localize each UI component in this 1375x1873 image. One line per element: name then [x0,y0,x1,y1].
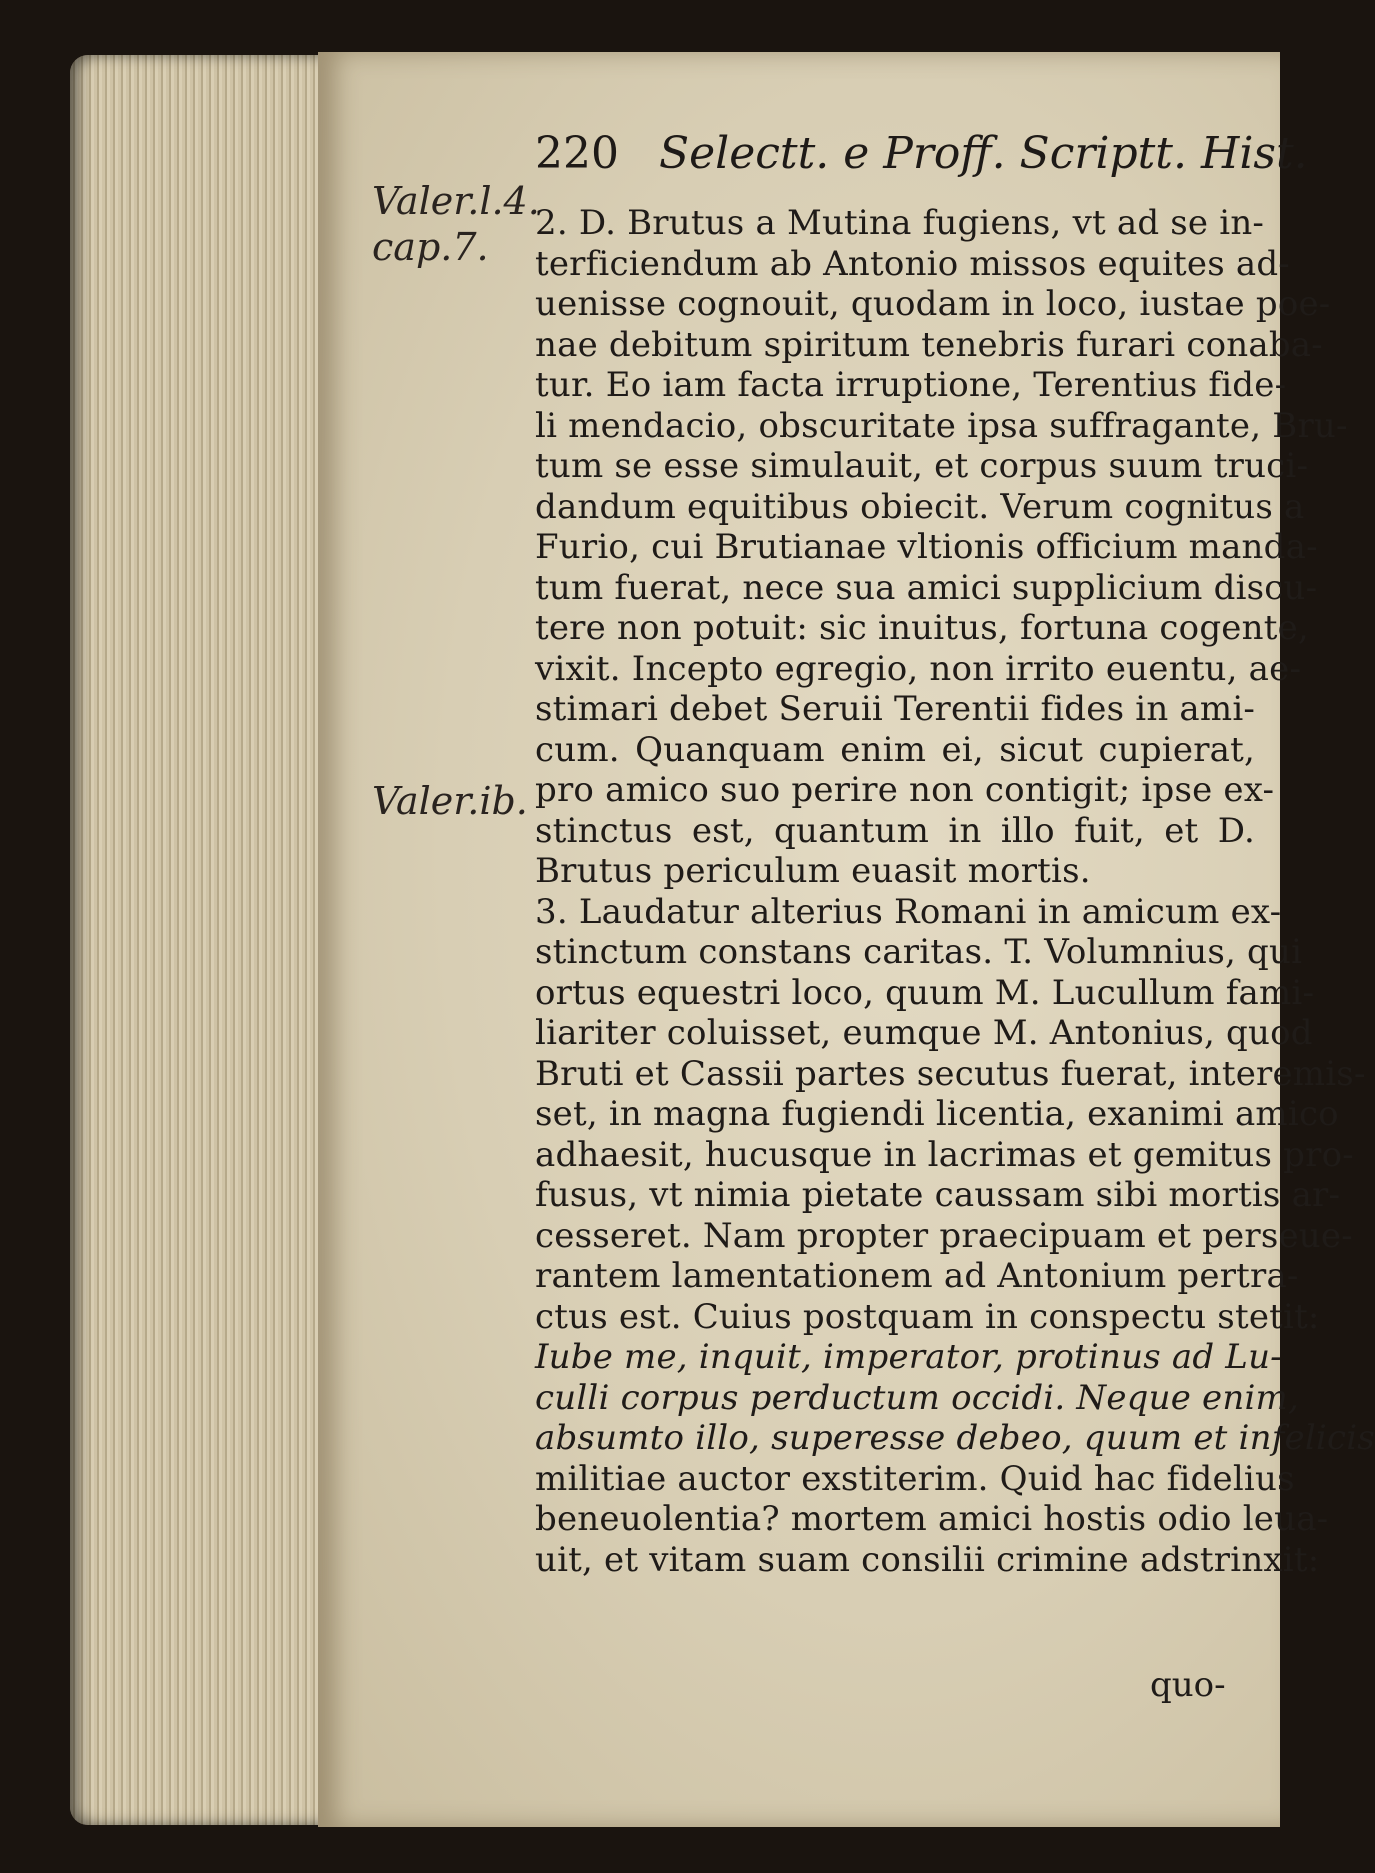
text-line: beneuolentia? mortem amici hostis odio leua- [535,1499,1329,1539]
margin-note-1: Valer.l.4. cap.7. [372,179,540,269]
text-line: 3. Laudatur alterius Romani in amicum ex- [535,891,1282,932]
text-line: tur. Eo iam facta irruptione, Terentius fide- [535,365,1287,405]
catchword: quo- [1150,1665,1226,1705]
text-line: set, in magna fugiendi licentia, exanimi amico [535,1094,1339,1134]
text-line: Bruti et Cassii partes secutus fuerat, interemis- [535,1053,1366,1094]
text-line: pro amico suo perire non contigit; ipse ex- [535,770,1275,810]
running-title: Selectt. e Proff. Scriptt. Hist. [658,128,1308,179]
text-line: tum se esse simulauit, et corpus suum truci- [535,446,1309,486]
text-line: tum fuerat, nece sua amici supplicium discu- [535,567,1318,608]
text-line: cum. Quanquam enim ei, sicut cupierat, [535,729,1255,770]
text-line: liariter coluisset, eumque M. Antonius, quod [535,1013,1313,1053]
text-line: adhaesit, hucusque in lacrimas et gemitus pro- [535,1134,1354,1175]
text-line: ctus est. Cuius postquam in conspectu stetit: [535,1296,1320,1337]
text-line: stinctus est, quantum in illo fuit, et D. [535,810,1255,851]
text-line: uenisse cognouit, quodam in loco, iustae poe- [535,284,1331,324]
text-line: rantem lamentationem ad Antonium pertra- [535,1256,1299,1296]
text-line: culli corpus perductum occidi. Neque enim, [535,1377,1299,1418]
text-line: uit, et vitam suam consilii crimine adstrinxit: [535,1539,1320,1580]
text-line: nae debitum spiritum tenebris furari conaba- [535,324,1323,365]
text-line: li mendacio, obscuritate ipsa suffragante, Bru- [535,405,1348,446]
running-header [535,128,1308,179]
text-line: Brutus periculum euasit mortis. [535,851,1091,891]
text-line: 2. D. Brutus a Mutina fugiens, vt ad se in- [535,203,1265,243]
text-line: dandum equitibus obiecit. Verum cognitus a [535,486,1305,527]
text-line: cesseret. Nam propter praecipuam et perseue- [535,1215,1353,1256]
margin-note-2: Valer.ib. [372,779,528,823]
body-text [535,203,1375,1580]
text-line: fusus, vt nimia pietate caussam sibi mortis ar- [535,1175,1341,1215]
page-edges [70,55,330,1825]
text-line: militiae auctor exstiterim. Quid hac fidelius [535,1458,1295,1499]
text-line: absumto illo, superesse debeo, quum et infelicis [535,1418,1375,1458]
text-line: tere non potuit: sic inuitus, fortuna cogente, [535,608,1309,648]
text-line: Furio, cui Brutianae vltionis officium manda- [535,527,1318,567]
text-line: ortus equestri loco, quum M. Lucullum fami- [535,972,1315,1013]
text-line: Iube me, inquit, imperator, protinus ad Lu- [535,1337,1282,1377]
text-line: stimari debet Seruii Terentii fides in ami- [535,689,1256,729]
text-line: stinctum constans caritas. T. Volumnius, qui [535,932,1303,972]
page-number: 220 [535,128,619,179]
text-line: terficiendum ab Antonio missos equites ad- [535,243,1290,284]
text-line: vixit. Incepto egregio, non irrito euentu, ae- [535,648,1302,689]
